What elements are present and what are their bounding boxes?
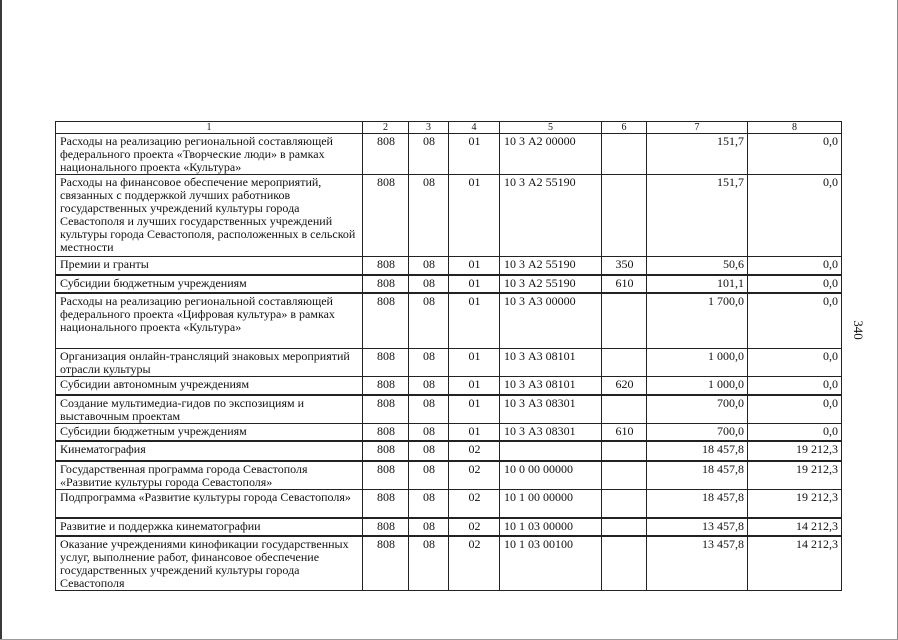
table-row bbox=[56, 275, 842, 293]
amount-year-2: 0,0 bbox=[748, 293, 842, 349]
subsection-code: 01 bbox=[449, 377, 500, 395]
table-row bbox=[56, 490, 842, 518]
expense-type-code bbox=[602, 441, 647, 461]
expense-type-code bbox=[602, 461, 647, 490]
target-article-code: 10 3 А2 55190 bbox=[500, 275, 602, 293]
amount-year-2: 0,0 bbox=[748, 423, 842, 441]
col-header-8: 8 bbox=[748, 122, 842, 134]
section-code: 08 bbox=[409, 293, 449, 349]
amount-year-1: 1 000,0 bbox=[647, 377, 748, 395]
grbs-code: 808 bbox=[363, 377, 409, 395]
subsection-code: 02 bbox=[449, 518, 500, 536]
grbs-code: 808 bbox=[363, 134, 409, 175]
target-article-code: 10 1 03 00000 bbox=[500, 518, 602, 536]
amount-year-2: 14 212,3 bbox=[748, 536, 842, 591]
target-article-code: 10 3 А3 08101 bbox=[500, 349, 602, 377]
grbs-code: 808 bbox=[363, 536, 409, 591]
col-header-4: 4 bbox=[449, 122, 500, 134]
col-header-3: 3 bbox=[409, 122, 449, 134]
expense-type-code bbox=[602, 395, 647, 424]
section-code: 08 bbox=[409, 257, 449, 275]
expense-type-code bbox=[602, 293, 647, 349]
section-code: 08 bbox=[409, 536, 449, 591]
subsection-code: 01 bbox=[449, 275, 500, 293]
subsection-code: 01 bbox=[449, 349, 500, 377]
subsection-code: 01 bbox=[449, 257, 500, 275]
section-code: 08 bbox=[409, 461, 449, 490]
amount-year-1: 101,1 bbox=[647, 275, 748, 293]
section-code: 08 bbox=[409, 349, 449, 377]
section-code: 08 bbox=[409, 423, 449, 441]
expense-name: Субсидии бюджетным учреждениям bbox=[56, 275, 363, 293]
amount-year-1: 18 457,8 bbox=[647, 441, 748, 461]
expense-name: Расходы на финансовое обеспечение мероприятий, связанных с поддержкой лучших работников государственных учреждений культуры города Севастополя и лучших государственных учреждений культуры города Севастополя, расположенных в сельской местности bbox=[56, 175, 363, 257]
table-row bbox=[56, 423, 842, 441]
target-article-code bbox=[500, 441, 602, 461]
table-row bbox=[56, 134, 842, 175]
amount-year-2: 19 212,3 bbox=[748, 490, 842, 518]
amount-year-1: 151,7 bbox=[647, 134, 748, 175]
amount-year-1: 1 700,0 bbox=[647, 293, 748, 349]
table-row bbox=[56, 536, 842, 591]
subsection-code: 01 bbox=[449, 134, 500, 175]
subsection-code: 01 bbox=[449, 395, 500, 424]
target-article-code: 10 3 А2 00000 bbox=[500, 134, 602, 175]
expense-name: Кинематография bbox=[56, 441, 363, 461]
amount-year-1: 700,0 bbox=[647, 423, 748, 441]
table-row bbox=[56, 349, 842, 377]
grbs-code: 808 bbox=[363, 257, 409, 275]
section-code: 08 bbox=[409, 395, 449, 424]
subsection-code: 02 bbox=[449, 441, 500, 461]
grbs-code: 808 bbox=[363, 490, 409, 518]
target-article-code: 10 0 00 00000 bbox=[500, 461, 602, 490]
table-row bbox=[56, 441, 842, 461]
table-row bbox=[56, 257, 842, 275]
amount-year-2: 0,0 bbox=[748, 257, 842, 275]
expense-type-code: 610 bbox=[602, 423, 647, 441]
col-header-2: 2 bbox=[363, 122, 409, 134]
expense-type-code bbox=[602, 536, 647, 591]
expense-name: Подпрограмма «Развитие культуры города Севастополя» bbox=[56, 490, 363, 518]
table-row bbox=[56, 518, 842, 536]
expense-name: Расходы на реализацию региональной составляющей федерального проекта «Творческие люди» в рамках национального проекта «Культура» bbox=[56, 134, 363, 175]
subsection-code: 02 bbox=[449, 536, 500, 591]
section-code: 08 bbox=[409, 490, 449, 518]
target-article-code: 10 3 А3 00000 bbox=[500, 293, 602, 349]
subsection-code: 01 bbox=[449, 423, 500, 441]
grbs-code: 808 bbox=[363, 175, 409, 257]
expense-type-code bbox=[602, 349, 647, 377]
grbs-code: 808 bbox=[363, 293, 409, 349]
column-number-row bbox=[56, 122, 842, 134]
amount-year-2: 0,0 bbox=[748, 134, 842, 175]
section-code: 08 bbox=[409, 377, 449, 395]
target-article-code: 10 1 03 00100 bbox=[500, 536, 602, 591]
expense-type-code: 610 bbox=[602, 275, 647, 293]
table-row bbox=[56, 293, 842, 349]
expense-type-code bbox=[602, 518, 647, 536]
expense-type-code: 350 bbox=[602, 257, 647, 275]
section-code: 08 bbox=[409, 275, 449, 293]
amount-year-2: 0,0 bbox=[748, 175, 842, 257]
amount-year-2: 14 212,3 bbox=[748, 518, 842, 536]
grbs-code: 808 bbox=[363, 423, 409, 441]
col-header-1: 1 bbox=[56, 122, 363, 134]
grbs-code: 808 bbox=[363, 441, 409, 461]
amount-year-2: 19 212,3 bbox=[748, 441, 842, 461]
grbs-code: 808 bbox=[363, 518, 409, 536]
expense-name: Создание мультимедиа-гидов по экспозициям и выставочным проектам bbox=[56, 395, 363, 424]
grbs-code: 808 bbox=[363, 275, 409, 293]
table-row bbox=[56, 461, 842, 490]
amount-year-2: 19 212,3 bbox=[748, 461, 842, 490]
target-article-code: 10 1 00 00000 bbox=[500, 490, 602, 518]
amount-year-2: 0,0 bbox=[748, 395, 842, 424]
expense-type-code: 620 bbox=[602, 377, 647, 395]
target-article-code: 10 3 А3 08301 bbox=[500, 395, 602, 424]
amount-year-1: 151,7 bbox=[647, 175, 748, 257]
section-code: 08 bbox=[409, 134, 449, 175]
target-article-code: 10 3 А2 55190 bbox=[500, 175, 602, 257]
amount-year-2: 0,0 bbox=[748, 275, 842, 293]
section-code: 08 bbox=[409, 175, 449, 257]
subsection-code: 01 bbox=[449, 293, 500, 349]
expense-name: Оказание учреждениями кинофикации государственных услуг, выполнение работ, финансовое обеспечение государственных учреждений культуры города Севастополя bbox=[56, 536, 363, 591]
amount-year-1: 13 457,8 bbox=[647, 536, 748, 591]
grbs-code: 808 bbox=[363, 349, 409, 377]
expense-name: Расходы на реализацию региональной составляющей федерального проекта «Цифровая культура» в рамках национального проекта «Культура» bbox=[56, 293, 363, 349]
budget-table bbox=[55, 121, 842, 591]
section-code: 08 bbox=[409, 441, 449, 461]
expense-name: Государственная программа города Севастополя «Развитие культуры города Севастополя» bbox=[56, 461, 363, 490]
amount-year-1: 50,6 bbox=[647, 257, 748, 275]
expense-type-code bbox=[602, 175, 647, 257]
col-header-5: 5 bbox=[500, 122, 602, 134]
grbs-code: 808 bbox=[363, 395, 409, 424]
amount-year-1: 18 457,8 bbox=[647, 461, 748, 490]
amount-year-2: 0,0 bbox=[748, 349, 842, 377]
target-article-code: 10 3 А3 08101 bbox=[500, 377, 602, 395]
grbs-code: 808 bbox=[363, 461, 409, 490]
col-header-7: 7 bbox=[647, 122, 748, 134]
expense-name: Развитие и поддержка кинематографии bbox=[56, 518, 363, 536]
page-number: 340 bbox=[850, 320, 866, 340]
amount-year-1: 700,0 bbox=[647, 395, 748, 424]
table-row bbox=[56, 395, 842, 424]
amount-year-1: 1 000,0 bbox=[647, 349, 748, 377]
scan-edge-left bbox=[0, 0, 2, 640]
amount-year-1: 13 457,8 bbox=[647, 518, 748, 536]
amount-year-2: 0,0 bbox=[748, 377, 842, 395]
expense-type-code bbox=[602, 490, 647, 518]
subsection-code: 02 bbox=[449, 461, 500, 490]
subsection-code: 02 bbox=[449, 490, 500, 518]
target-article-code: 10 3 А2 55190 bbox=[500, 257, 602, 275]
expense-name: Премии и гранты bbox=[56, 257, 363, 275]
target-article-code: 10 3 А3 08301 bbox=[500, 423, 602, 441]
col-header-6: 6 bbox=[602, 122, 647, 134]
expense-name: Субсидии автономным учреждениям bbox=[56, 377, 363, 395]
subsection-code: 01 bbox=[449, 175, 500, 257]
expense-name: Организация онлайн-трансляций знаковых мероприятий отрасли культуры bbox=[56, 349, 363, 377]
expense-name: Субсидии бюджетным учреждениям bbox=[56, 423, 363, 441]
amount-year-1: 18 457,8 bbox=[647, 490, 748, 518]
section-code: 08 bbox=[409, 518, 449, 536]
table-row bbox=[56, 175, 842, 257]
expense-type-code bbox=[602, 134, 647, 175]
table-row bbox=[56, 377, 842, 395]
